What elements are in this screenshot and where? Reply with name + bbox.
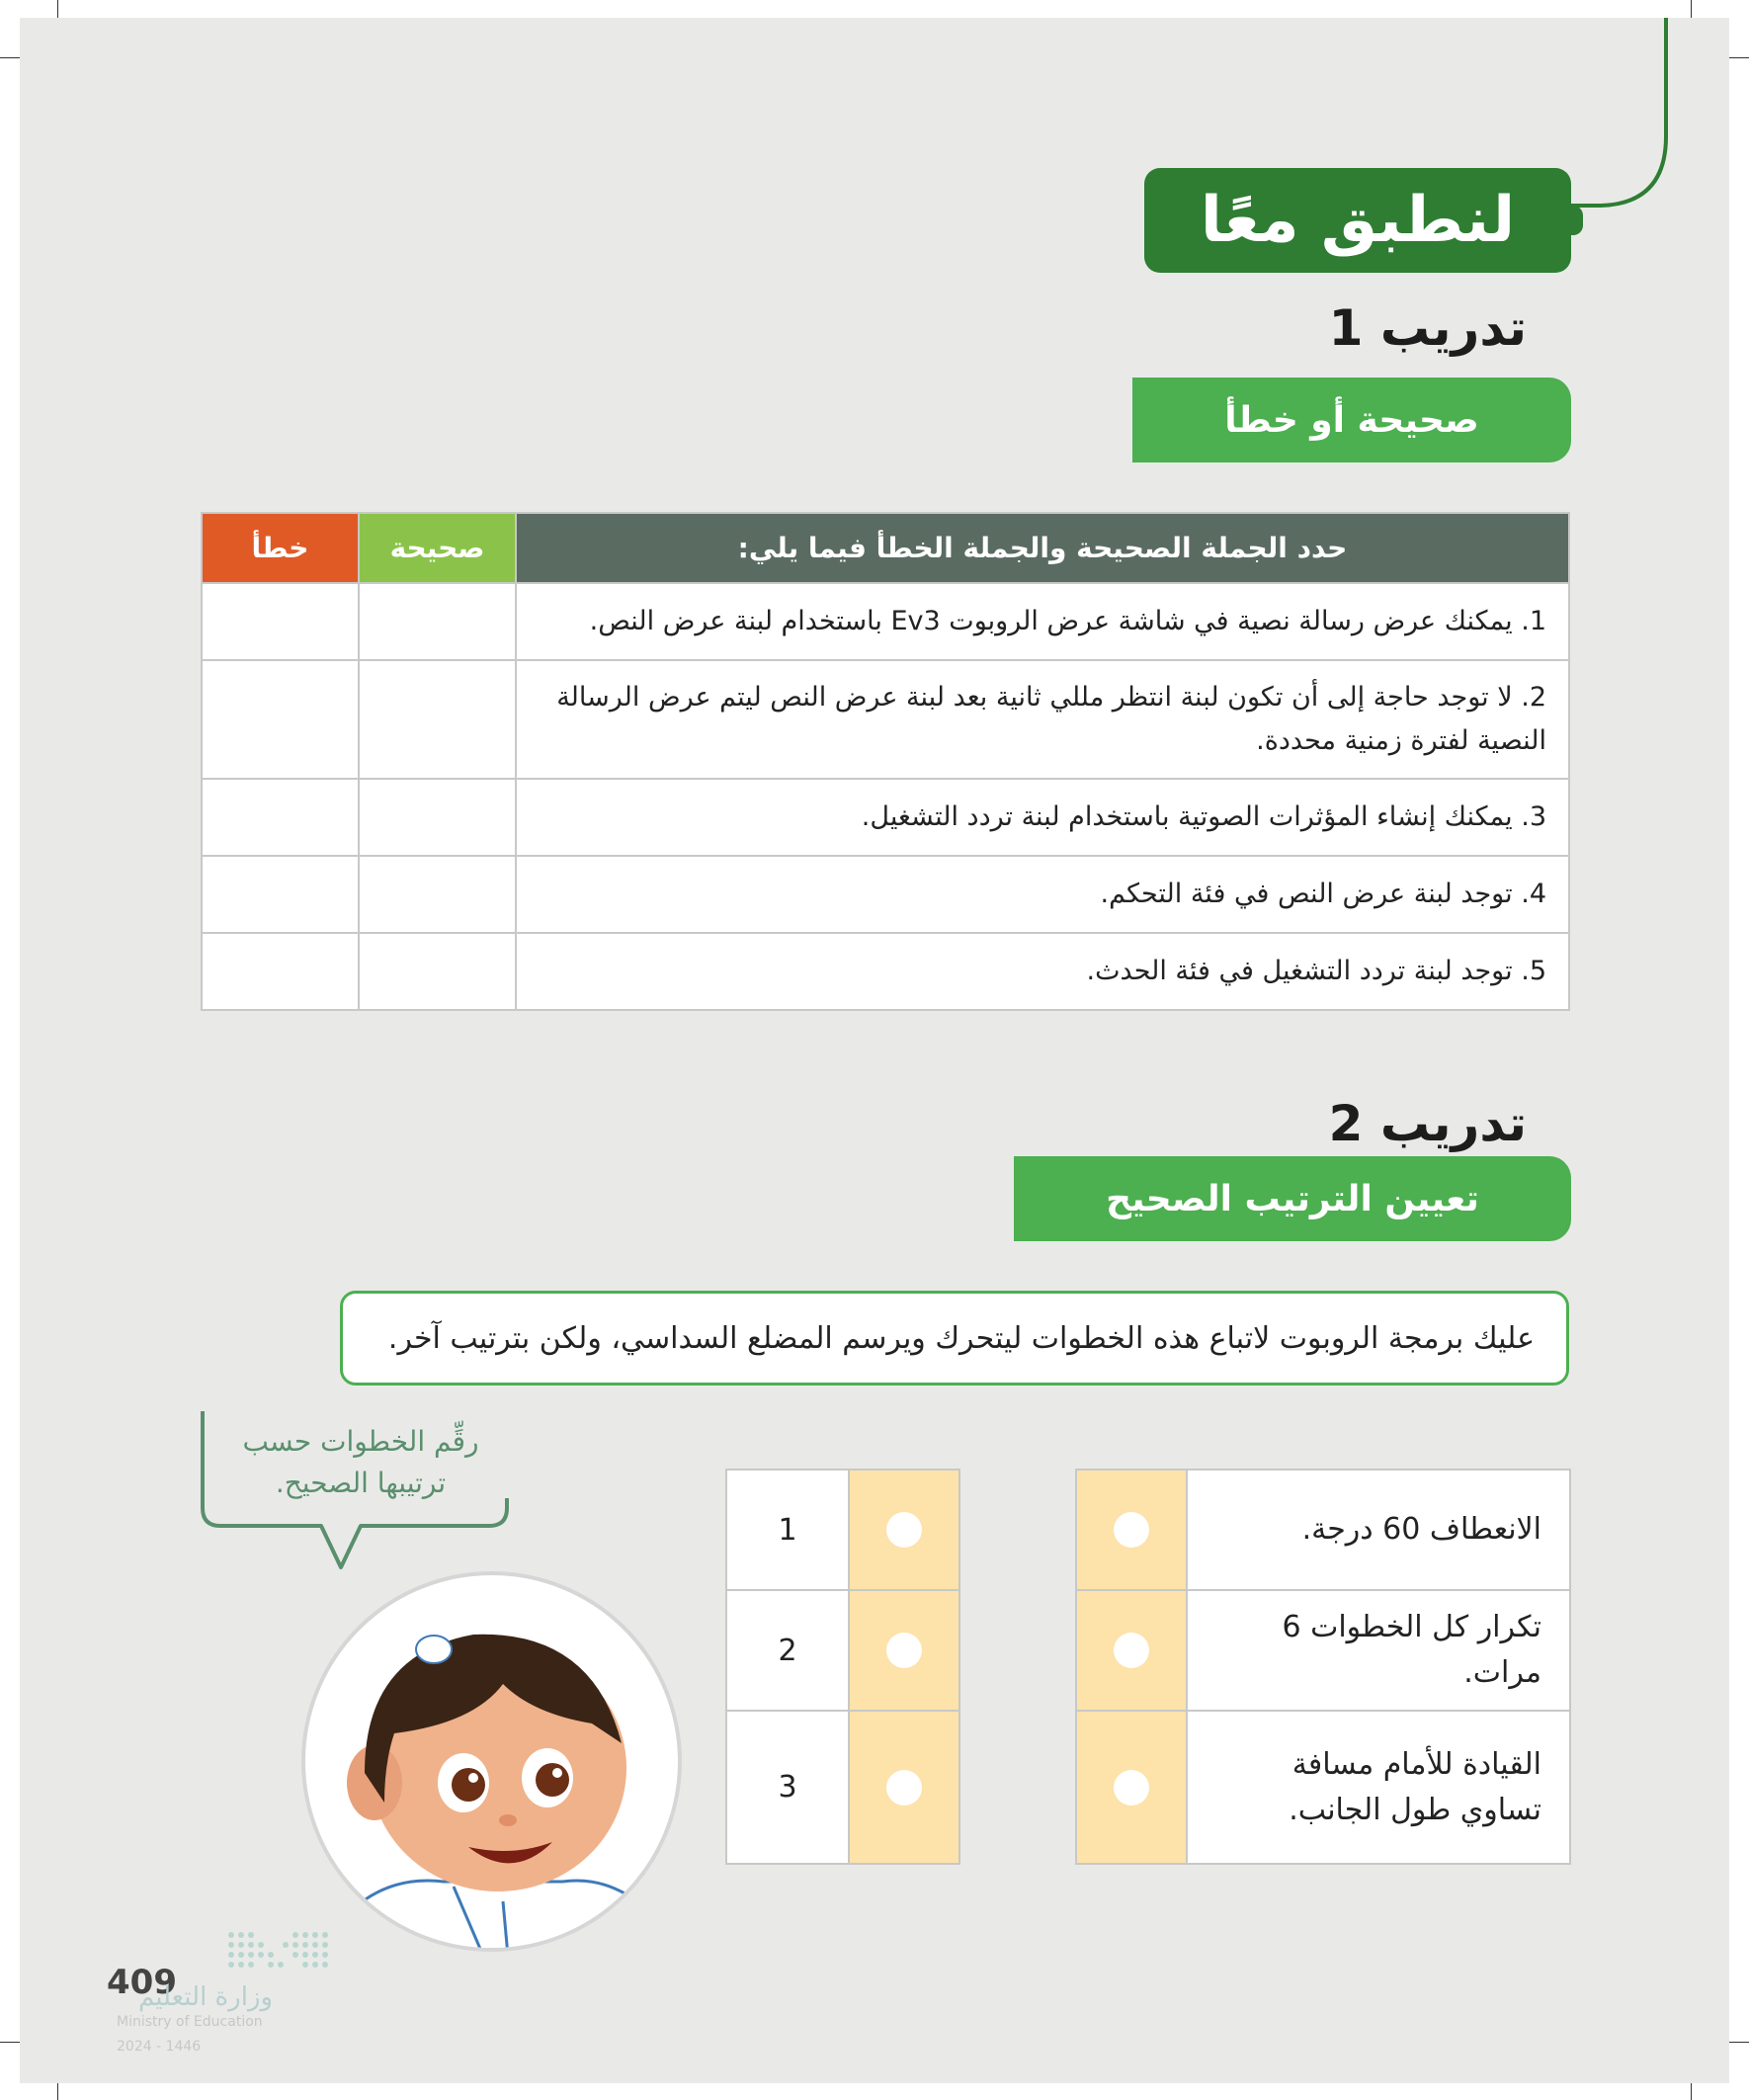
step-label: القيادة للأمام مسافة تساوي طول الجانب. (1187, 1711, 1570, 1864)
step-dot-cell[interactable] (1076, 1590, 1187, 1711)
circle-icon (886, 1770, 922, 1806)
table-row (202, 660, 1569, 779)
true-false-table (201, 512, 1570, 1011)
ministry-name-en: Ministry of Education (117, 2014, 263, 2030)
page-title: لنطبق معًا (1144, 168, 1571, 273)
training1-heading: تدريب 1 (1328, 299, 1527, 357)
numbers-table (725, 1469, 960, 1865)
statement-text: 4. توجد لبنة عرض النص في فئة التحكم. (516, 856, 1569, 933)
page-number: 409 (107, 1963, 177, 2002)
student-avatar (301, 1571, 682, 1952)
false-answer-cell[interactable] (202, 779, 359, 856)
statement-text: 2. لا توجد حاجة إلى أن تكون لبنة انتظر مللي ثانية بعد لبنة عرض النص ليتم عرض الرسالة النصية لفترة زمنية محددة. (516, 660, 1569, 779)
circle-icon (1114, 1633, 1149, 1668)
circle-icon (886, 1512, 922, 1548)
number-dot-cell[interactable] (849, 1590, 959, 1711)
false-answer-cell[interactable] (202, 856, 359, 933)
step-label: تكرار كل الخطوات 6 مرات. (1187, 1590, 1570, 1711)
circle-icon (1114, 1770, 1149, 1806)
true-answer-cell[interactable] (359, 933, 516, 1010)
training1-ribbon: صحيحة أو خطأ (1132, 378, 1571, 462)
true-answer-cell[interactable] (359, 779, 516, 856)
statement-text: 3. يمكنك إنشاء المؤثرات الصوتية باستخدام لبنة تردد التشغيل. (516, 779, 1569, 856)
step-dot-cell[interactable] (1076, 1470, 1187, 1590)
false-answer-cell[interactable] (202, 583, 359, 660)
training2-heading: تدريب 2 (1328, 1095, 1527, 1152)
training2-ribbon: تعيين الترتيب الصحيح (1014, 1156, 1571, 1241)
number-dot-cell[interactable] (849, 1711, 959, 1864)
step-number: 1 (726, 1470, 849, 1590)
step-number: 2 (726, 1590, 849, 1711)
true-answer-cell[interactable] (359, 856, 516, 933)
step-number: 3 (726, 1711, 849, 1864)
step-dot-cell[interactable] (1076, 1711, 1187, 1864)
number-dot-cell[interactable] (849, 1470, 959, 1590)
table-row (202, 933, 1569, 1010)
step-label: الانعطاف 60 درجة. (1187, 1470, 1570, 1590)
speech-text: رقِّم الخطوات حسب ترتيبها الصحيح. (242, 1425, 479, 1499)
false-answer-cell[interactable] (202, 933, 359, 1010)
table-row (1076, 1470, 1570, 1590)
table-header-false: خطأ (202, 513, 359, 583)
true-answer-cell[interactable] (359, 583, 516, 660)
table-row (726, 1590, 959, 1711)
table-row (726, 1711, 959, 1864)
table-header-true: صحيحة (359, 513, 516, 583)
circle-icon (886, 1633, 922, 1668)
statement-text: 1. يمكنك عرض رسالة نصية في شاشة عرض الروبوت Ev3 باستخدام لبنة عرض النص. (516, 583, 1569, 660)
false-answer-cell[interactable] (202, 660, 359, 779)
edition-year: 2024 - 1446 (117, 2039, 202, 2055)
page (20, 18, 1729, 2083)
table-row (726, 1470, 959, 1590)
table-row (202, 583, 1569, 660)
table-row (202, 779, 1569, 856)
table-row (1076, 1590, 1570, 1711)
circle-icon (1114, 1512, 1149, 1548)
steps-table (1075, 1469, 1571, 1865)
table-header-question: حدد الجملة الصحيحة والجملة الخطأ فيما يلي: (516, 513, 1569, 583)
table-row (202, 856, 1569, 933)
ministry-name-ar: وزارة التعليم (138, 1982, 274, 2012)
instruction-box: عليك برمجة الروبوت لاتباع هذه الخطوات ليتحرك ويرسم المضلع السداسي، ولكن بترتيب آخر. (340, 1291, 1569, 1386)
true-answer-cell[interactable] (359, 660, 516, 779)
table-row (1076, 1711, 1570, 1864)
statement-text: 5. توجد لبنة تردد التشغيل في فئة الحدث. (516, 933, 1569, 1010)
